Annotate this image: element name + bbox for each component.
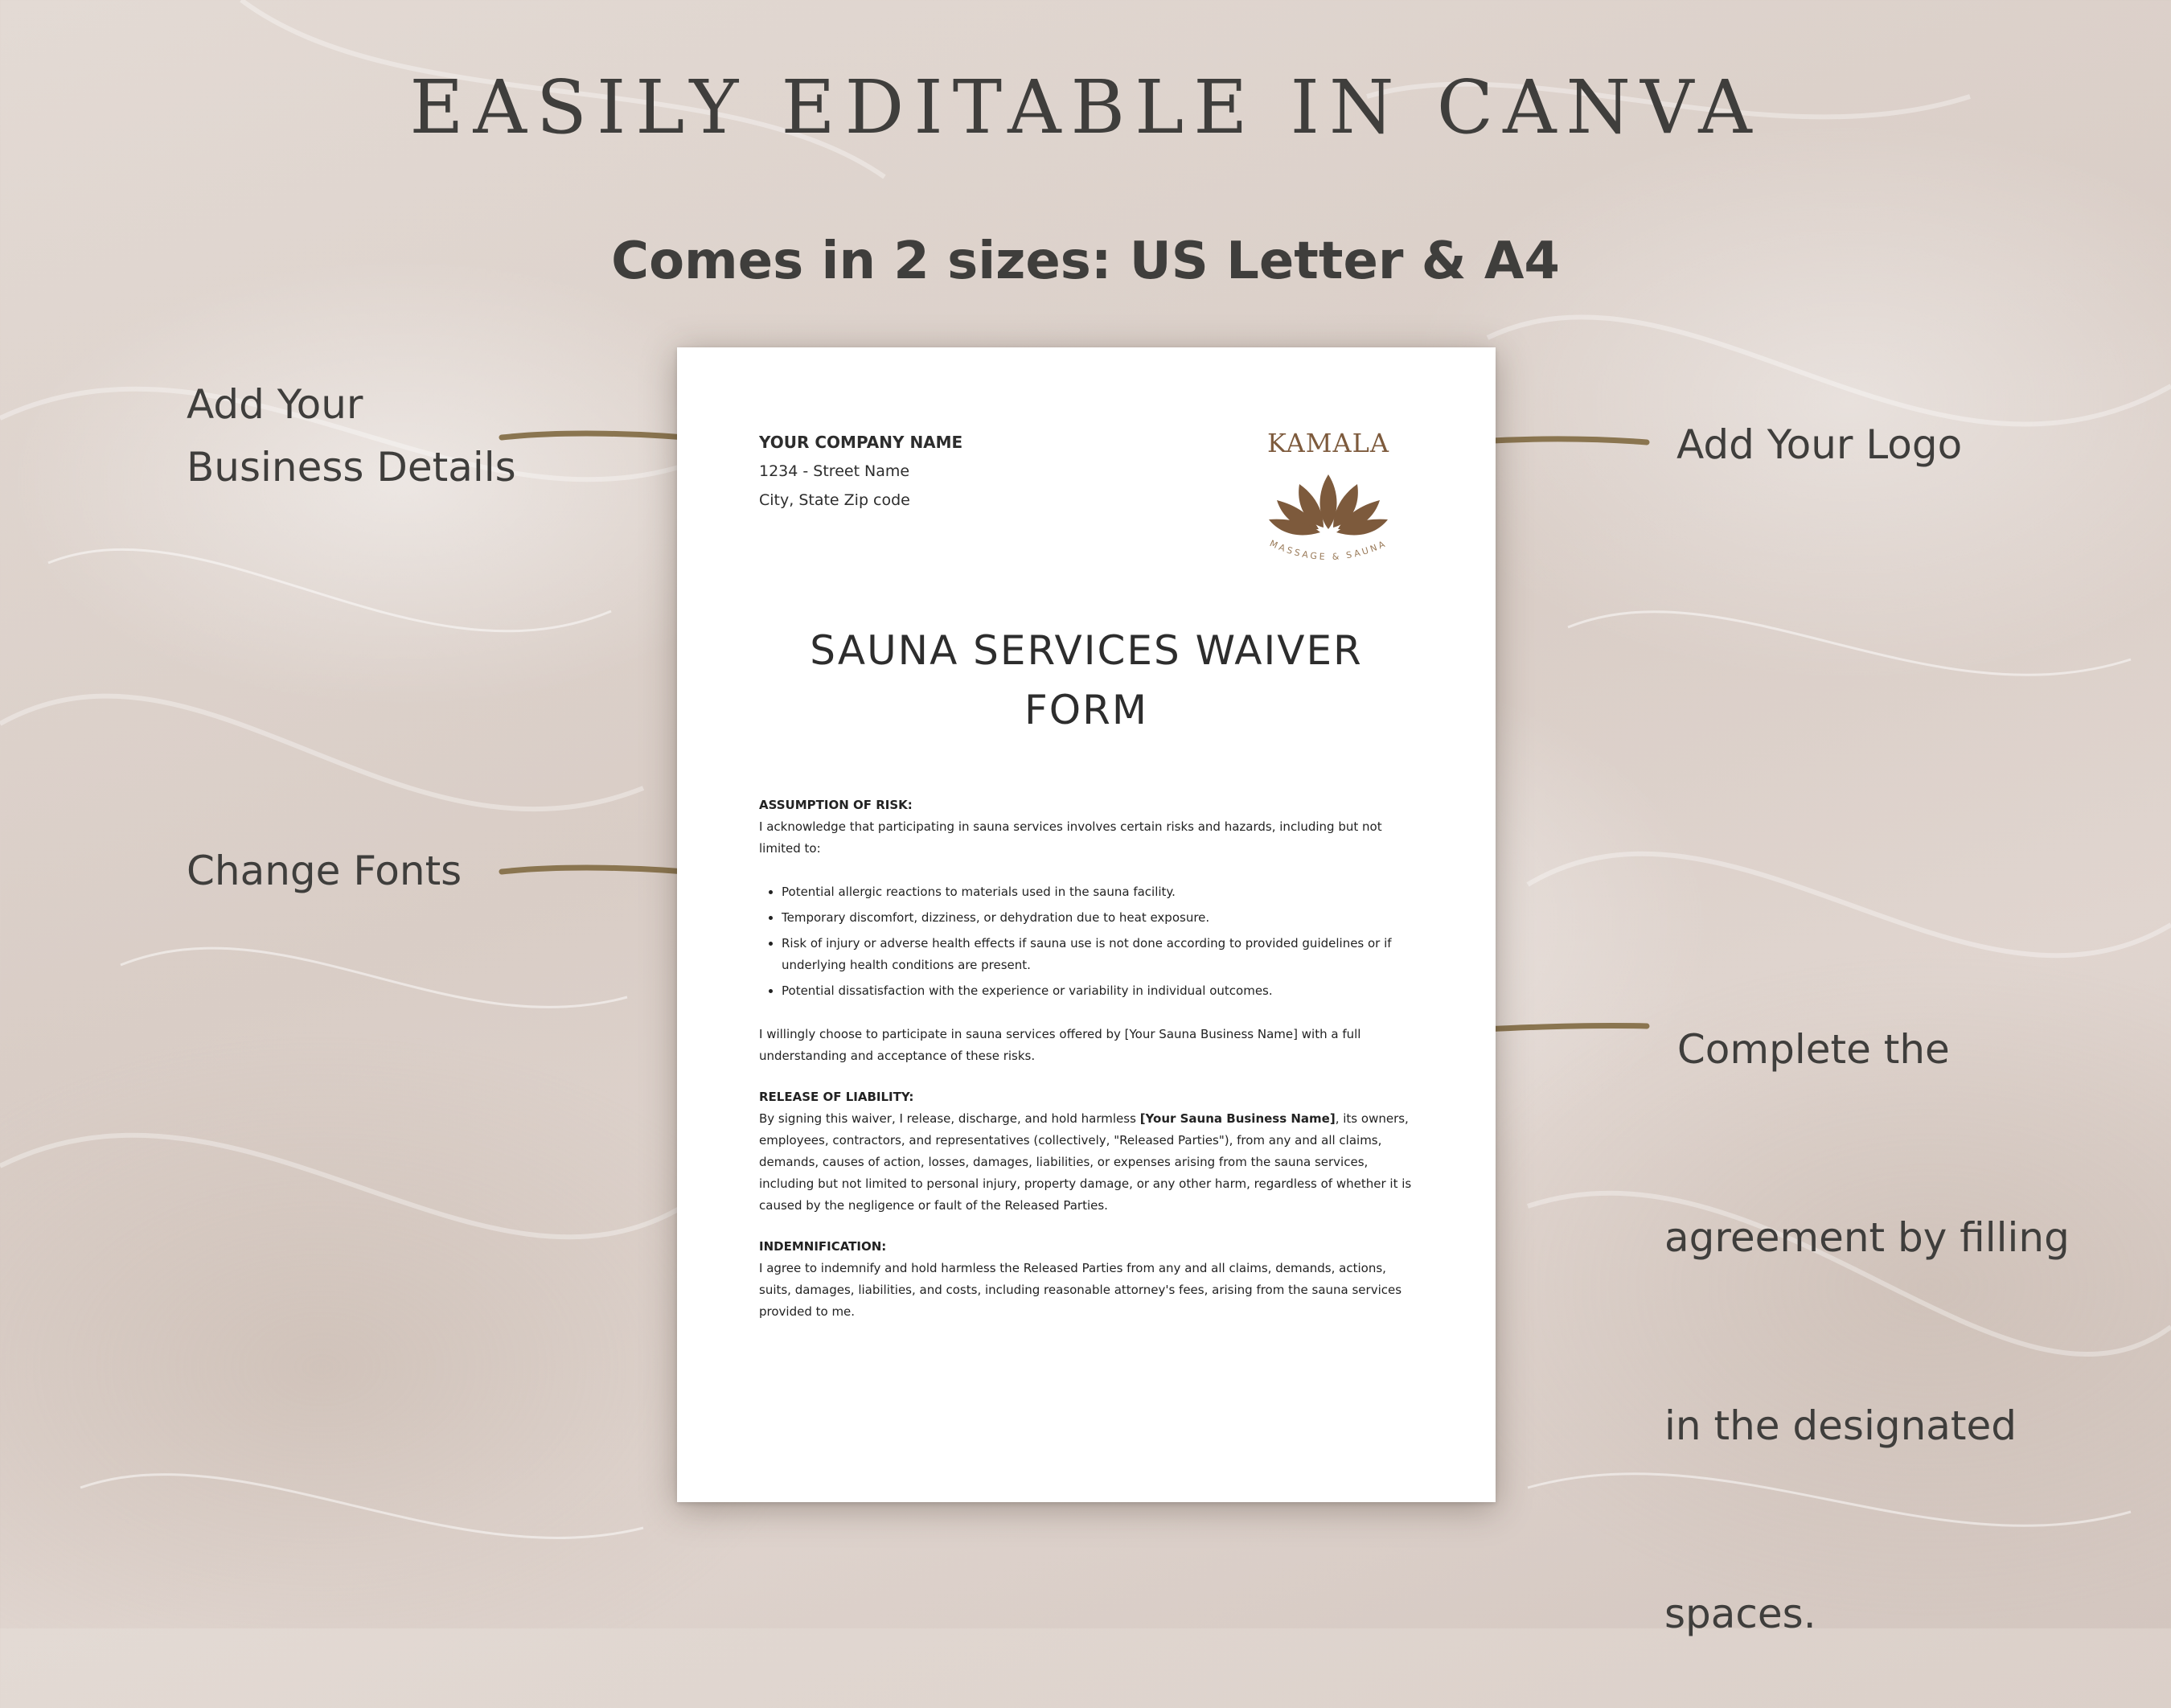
- callout-complete: [1664, 893, 2070, 1708]
- callout-line: Complete the: [1664, 1026, 1950, 1073]
- risk-intro: I acknowledge that participating in sauna services involves certain risks and hazards, including but not limited to:: [759, 819, 1382, 856]
- callout-line: Business Details: [187, 444, 516, 491]
- callout-business-details: [187, 373, 516, 499]
- lotus-icon: [1240, 428, 1417, 573]
- list-item: • Potential dissatisfaction with the experience or variability in individual outcomes.: [782, 980, 1418, 1002]
- document-title-line: FORM: [1024, 687, 1148, 733]
- company-details: [759, 428, 962, 515]
- headline: EASILY EDITABLE IN CANVA: [409, 64, 1762, 150]
- callout-fonts: Change Fonts: [187, 848, 462, 894]
- subhead: Comes in 2 sizes: US Letter & A4: [611, 232, 1560, 291]
- company-street: 1234 - Street Name: [759, 462, 910, 480]
- callout-line: agreement by filling: [1664, 1214, 2070, 1261]
- risk-closing: I willingly choose to participate in sauna services offered by [Your Sauna Business Name] with a full understanding and acceptance of these risks.: [759, 1027, 1361, 1063]
- release-text-end: , its owners, employees, contractors, and representatives (collectively, "Released Parties"), from any and all claims, demands, causes of action, losses, damages, liabilities, or expenses arising from the sauna services, including but not limited to personal injury, property damage, or any other harm, regardless of whether it is caused by the negligence or fault of the Released Parties.: [759, 1111, 1412, 1213]
- callout-line: in the designated: [1664, 1402, 2017, 1449]
- list-item: • Risk of injury or adverse health effects if sauna use is not done according to provided guidelines or if underlying health conditions are present.: [782, 933, 1418, 976]
- business-name-placeholder: [Your Sauna Business Name]: [1139, 1111, 1336, 1126]
- document-body: [759, 794, 1418, 1323]
- indemnification-text: I agree to indemnify and hold harmless the Released Parties from any and all claims, demands, actions, suits, damages, liabilities, and costs, including reasonable attorney's fees, arising from the sauna services provided to me.: [759, 1261, 1402, 1319]
- section-heading-risk: ASSUMPTION OF RISK:: [759, 798, 913, 812]
- release-text: [759, 1108, 1418, 1217]
- section-heading-indemnification: INDEMNIFICATION:: [759, 1239, 887, 1254]
- callout-logo: Add Your Logo: [1676, 421, 1963, 468]
- logo-brand: KAMALA: [1267, 428, 1389, 458]
- release-text-start: By signing this waiver, I release, discharge, and hold harmless: [759, 1111, 1140, 1126]
- list-item: • Potential allergic reactions to materials used in the sauna facility.: [782, 881, 1418, 903]
- company-city: City, State Zip code: [759, 491, 910, 509]
- logo-tagline: MASSAGE & SAUNA: [1268, 538, 1389, 563]
- waiver-document: [677, 347, 1496, 1502]
- list-item: • Temporary discomfort, dizziness, or dehydration due to heat exposure.: [782, 907, 1418, 929]
- callout-line: spaces.: [1664, 1591, 1816, 1637]
- callout-line: Add Your: [187, 381, 363, 428]
- section-heading-release: RELEASE OF LIABILITY:: [759, 1090, 914, 1104]
- document-title: [677, 621, 1496, 740]
- document-title-line: SAUNA SERVICES WAIVER: [810, 627, 1363, 674]
- svg-text:MASSAGE & SAUNA: [1268, 538, 1389, 562]
- company-logo: [1240, 428, 1417, 573]
- company-name: YOUR COMPANY NAME: [759, 433, 963, 452]
- risk-list: [759, 881, 1418, 1002]
